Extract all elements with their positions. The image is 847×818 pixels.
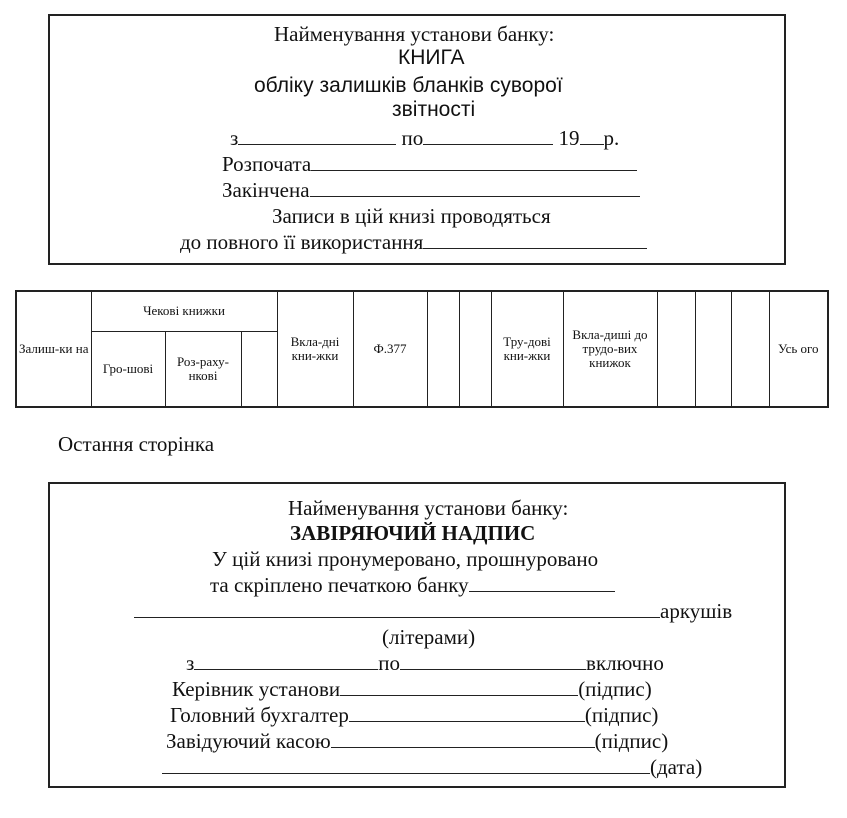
cashier-line xyxy=(166,729,668,753)
accountant-signature-label: (підпис) xyxy=(584,703,659,727)
range-to-field[interactable] xyxy=(400,651,586,670)
cert-line-2 xyxy=(210,573,615,597)
range-line xyxy=(186,651,664,675)
book-subtitle-1: обліку залишків бланків суворої xyxy=(254,74,563,97)
head-label: Керівник установи xyxy=(172,677,341,701)
date-label: (дата) xyxy=(650,755,703,779)
accountant-signature-field[interactable] xyxy=(349,703,585,722)
bank-name-label: Найменування установи банку: xyxy=(274,22,555,46)
book-subtitle-2: звітності xyxy=(392,98,476,121)
period-line xyxy=(230,126,619,150)
cashier-label: Завідуючий касою xyxy=(166,729,331,753)
records-line-1: Записи в цій книзі проводяться xyxy=(272,204,551,228)
sheets-count-field[interactable] xyxy=(134,599,660,618)
form-377-header: Ф.377 xyxy=(353,291,427,407)
from-date-field[interactable] xyxy=(238,126,396,145)
empty-column-3 xyxy=(657,291,695,407)
range-from-word: з xyxy=(186,651,195,675)
cashier-signature-field[interactable] xyxy=(331,729,595,748)
cert-line-1: У цій книзі пронумеровано, прошнуровано xyxy=(212,547,599,571)
empty-column-1 xyxy=(427,291,459,407)
range-to-word: по xyxy=(378,651,401,675)
last-page-label: Остання сторінка xyxy=(58,432,215,456)
inclusive-label: включно xyxy=(586,651,664,675)
bank-name-label-2: Найменування установи банку: xyxy=(288,496,569,520)
settlement-cheque-header: Роз-раху-нкові xyxy=(165,331,241,407)
in-letters-label: (літерами) xyxy=(382,625,476,649)
head-signature-label: (підпис) xyxy=(578,677,652,701)
date-field[interactable] xyxy=(162,755,650,774)
empty-column-2 xyxy=(459,291,491,407)
seal-field[interactable] xyxy=(469,573,615,592)
started-line xyxy=(222,152,637,176)
started-label: Розпочата xyxy=(222,152,312,176)
empty-column-4 xyxy=(695,291,731,407)
book-title: КНИГА xyxy=(398,46,465,69)
work-inserts-header: Вкла-диші до трудо-вих книжок xyxy=(563,291,657,407)
to-word: по xyxy=(401,126,424,150)
year-field[interactable] xyxy=(580,126,604,145)
sheets-label: аркушів xyxy=(660,599,733,623)
year-suffix: р. xyxy=(603,126,620,150)
head-signature-field[interactable] xyxy=(340,677,578,696)
finished-line xyxy=(222,178,640,202)
cash-cheque-header: Гро-шові xyxy=(91,331,165,407)
certification-title: ЗАВІРЯЮЧИЙ НАДПИС xyxy=(290,521,536,545)
to-date-field[interactable] xyxy=(423,126,553,145)
records-label-2: до повного її використання xyxy=(180,230,424,254)
accountant-line xyxy=(170,703,658,727)
from-word: з xyxy=(230,126,239,150)
accountant-label: Головний бухгалтер xyxy=(170,703,349,727)
total-header: Усь ого xyxy=(769,291,828,407)
finished-field[interactable] xyxy=(310,178,640,197)
sheets-line xyxy=(134,599,732,623)
started-field[interactable] xyxy=(311,152,637,171)
cheque-books-header: Чекові книжки xyxy=(91,291,277,331)
date-line xyxy=(162,755,702,779)
empty-column-5 xyxy=(731,291,769,407)
seal-label: та скріплено печаткою банку xyxy=(210,573,469,597)
deposit-books-header: Вкла-дні кни-жки xyxy=(277,291,353,407)
balance-ledger-table xyxy=(15,290,829,408)
usage-field[interactable] xyxy=(423,230,647,249)
cashier-signature-label: (підпис) xyxy=(594,729,669,753)
finished-label: Закінчена xyxy=(222,178,310,202)
head-line xyxy=(172,677,652,701)
records-line-2 xyxy=(180,230,647,254)
empty-cheque-column xyxy=(241,331,277,407)
range-from-field[interactable] xyxy=(194,651,378,670)
work-books-header: Тру-дові кни-жки xyxy=(491,291,563,407)
year-prefix: 19 xyxy=(558,126,580,150)
balance-on-header: Залиш-ки на xyxy=(16,291,91,407)
